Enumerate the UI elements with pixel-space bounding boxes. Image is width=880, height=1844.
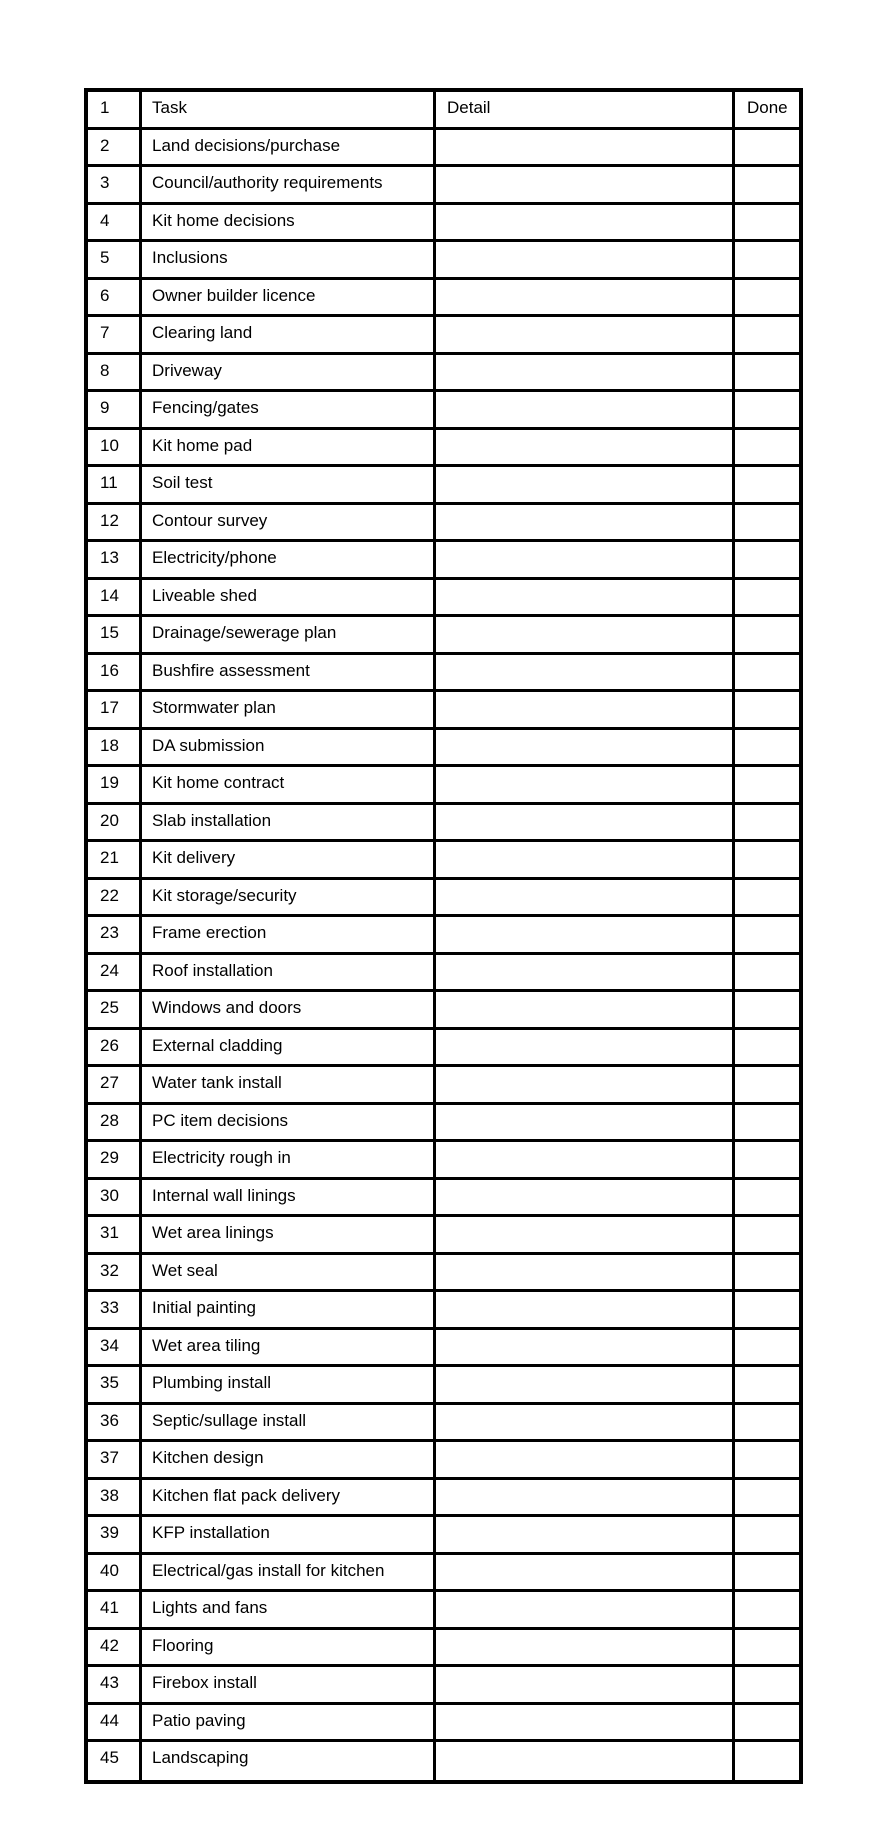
done-cell bbox=[735, 392, 799, 430]
detail-cell bbox=[436, 1442, 735, 1480]
row-number-cell: 45 bbox=[88, 1742, 142, 1780]
task-cell: Liveable shed bbox=[142, 580, 436, 618]
done-cell bbox=[735, 1030, 799, 1068]
row-number-cell: 24 bbox=[88, 955, 142, 993]
done-cell bbox=[735, 917, 799, 955]
detail-cell bbox=[436, 992, 735, 1030]
detail-cell bbox=[436, 1630, 735, 1668]
task-cell: Land decisions/purchase bbox=[142, 130, 436, 168]
detail-cell bbox=[436, 1705, 735, 1743]
row-number-cell: 28 bbox=[88, 1105, 142, 1143]
row-number-cell: 4 bbox=[88, 205, 142, 243]
task-cell: Kit storage/security bbox=[142, 880, 436, 918]
detail-cell bbox=[436, 805, 735, 843]
done-cell bbox=[735, 1180, 799, 1218]
task-cell: Initial painting bbox=[142, 1292, 436, 1330]
row-number-cell: 12 bbox=[88, 505, 142, 543]
row-number-cell: 16 bbox=[88, 655, 142, 693]
row-number-cell: 3 bbox=[88, 167, 142, 205]
row-number-cell: 34 bbox=[88, 1330, 142, 1368]
done-cell bbox=[735, 1592, 799, 1630]
done-cell bbox=[735, 580, 799, 618]
done-cell bbox=[735, 1705, 799, 1743]
detail-cell bbox=[436, 430, 735, 468]
done-cell bbox=[735, 767, 799, 805]
detail-cell bbox=[436, 1405, 735, 1443]
done-cell bbox=[735, 1292, 799, 1330]
detail-cell bbox=[436, 917, 735, 955]
row-number-cell: 14 bbox=[88, 580, 142, 618]
detail-cell bbox=[436, 1292, 735, 1330]
task-cell: Soil test bbox=[142, 467, 436, 505]
task-cell: Kit home pad bbox=[142, 430, 436, 468]
detail-cell bbox=[436, 1067, 735, 1105]
detail-cell bbox=[436, 1255, 735, 1293]
task-cell: DA submission bbox=[142, 730, 436, 768]
detail-cell bbox=[436, 655, 735, 693]
detail-cell bbox=[436, 1742, 735, 1780]
row-number-cell: 33 bbox=[88, 1292, 142, 1330]
done-cell bbox=[735, 1480, 799, 1518]
row-number-cell: 22 bbox=[88, 880, 142, 918]
done-cell bbox=[735, 1517, 799, 1555]
done-cell bbox=[735, 1367, 799, 1405]
row-number-cell: 21 bbox=[88, 842, 142, 880]
row-number-cell: 41 bbox=[88, 1592, 142, 1630]
task-cell: Kit home contract bbox=[142, 767, 436, 805]
done-cell bbox=[735, 1217, 799, 1255]
task-cell: PC item decisions bbox=[142, 1105, 436, 1143]
detail-cell bbox=[436, 955, 735, 993]
done-cell bbox=[735, 1067, 799, 1105]
row-number-cell: 25 bbox=[88, 992, 142, 1030]
row-number-cell: 31 bbox=[88, 1217, 142, 1255]
row-number-cell: 10 bbox=[88, 430, 142, 468]
done-cell bbox=[735, 1667, 799, 1705]
task-cell: Kit delivery bbox=[142, 842, 436, 880]
done-cell bbox=[735, 1630, 799, 1668]
task-cell: Stormwater plan bbox=[142, 692, 436, 730]
row-number-cell: 8 bbox=[88, 355, 142, 393]
detail-cell bbox=[436, 167, 735, 205]
done-cell bbox=[735, 842, 799, 880]
row-number-cell: 17 bbox=[88, 692, 142, 730]
task-cell: Contour survey bbox=[142, 505, 436, 543]
detail-cell bbox=[436, 1367, 735, 1405]
task-cell: Owner builder licence bbox=[142, 280, 436, 318]
detail-cell bbox=[436, 130, 735, 168]
detail-cell bbox=[436, 1330, 735, 1368]
done-cell bbox=[735, 730, 799, 768]
done-cell bbox=[735, 1742, 799, 1780]
task-cell: Septic/sullage install bbox=[142, 1405, 436, 1443]
task-cell: Electricity/phone bbox=[142, 542, 436, 580]
task-cell: External cladding bbox=[142, 1030, 436, 1068]
detail-cell bbox=[436, 617, 735, 655]
detail-cell bbox=[436, 1105, 735, 1143]
task-cell: Clearing land bbox=[142, 317, 436, 355]
detail-cell bbox=[436, 542, 735, 580]
row-number-cell: 15 bbox=[88, 617, 142, 655]
detail-cell bbox=[436, 730, 735, 768]
row-number-cell: 2 bbox=[88, 130, 142, 168]
row-number-cell: 6 bbox=[88, 280, 142, 318]
detail-cell bbox=[436, 1667, 735, 1705]
task-cell: Kit home decisions bbox=[142, 205, 436, 243]
detail-cell bbox=[436, 692, 735, 730]
detail-cell bbox=[436, 505, 735, 543]
row-number-cell: 9 bbox=[88, 392, 142, 430]
task-cell: KFP installation bbox=[142, 1517, 436, 1555]
detail-cell bbox=[436, 842, 735, 880]
task-cell: Electrical/gas install for kitchen bbox=[142, 1555, 436, 1593]
detail-cell bbox=[436, 767, 735, 805]
detail-cell bbox=[436, 1142, 735, 1180]
done-cell bbox=[735, 167, 799, 205]
detail-cell: Detail bbox=[436, 92, 735, 130]
done-cell bbox=[735, 955, 799, 993]
row-number-cell: 43 bbox=[88, 1667, 142, 1705]
done-cell bbox=[735, 542, 799, 580]
row-number-cell: 26 bbox=[88, 1030, 142, 1068]
done-cell bbox=[735, 1142, 799, 1180]
detail-cell bbox=[436, 242, 735, 280]
row-number-cell: 32 bbox=[88, 1255, 142, 1293]
detail-cell bbox=[436, 205, 735, 243]
done-cell bbox=[735, 1105, 799, 1143]
done-cell bbox=[735, 805, 799, 843]
task-cell: Wet area tiling bbox=[142, 1330, 436, 1368]
row-number-cell: 39 bbox=[88, 1517, 142, 1555]
row-number-cell: 35 bbox=[88, 1367, 142, 1405]
row-number-cell: 27 bbox=[88, 1067, 142, 1105]
task-cell: Internal wall linings bbox=[142, 1180, 436, 1218]
task-cell: Firebox install bbox=[142, 1667, 436, 1705]
row-number-cell: 5 bbox=[88, 242, 142, 280]
detail-cell bbox=[436, 467, 735, 505]
task-cell: Task bbox=[142, 92, 436, 130]
done-cell bbox=[735, 992, 799, 1030]
checklist-table bbox=[84, 88, 803, 1784]
task-cell: Lights and fans bbox=[142, 1592, 436, 1630]
done-cell bbox=[735, 430, 799, 468]
row-number-cell: 13 bbox=[88, 542, 142, 580]
done-cell bbox=[735, 692, 799, 730]
detail-cell bbox=[436, 1217, 735, 1255]
row-number-cell: 19 bbox=[88, 767, 142, 805]
done-cell: Done bbox=[735, 92, 799, 130]
detail-cell bbox=[436, 317, 735, 355]
row-number-cell: 38 bbox=[88, 1480, 142, 1518]
row-number-cell: 23 bbox=[88, 917, 142, 955]
done-cell bbox=[735, 467, 799, 505]
task-cell: Windows and doors bbox=[142, 992, 436, 1030]
task-cell: Inclusions bbox=[142, 242, 436, 280]
task-cell: Slab installation bbox=[142, 805, 436, 843]
detail-cell bbox=[436, 392, 735, 430]
done-cell bbox=[735, 655, 799, 693]
detail-cell bbox=[436, 280, 735, 318]
row-number-cell: 37 bbox=[88, 1442, 142, 1480]
detail-cell bbox=[436, 1480, 735, 1518]
done-cell bbox=[735, 505, 799, 543]
row-number-cell: 36 bbox=[88, 1405, 142, 1443]
task-cell: Wet seal bbox=[142, 1255, 436, 1293]
done-cell bbox=[735, 1330, 799, 1368]
task-cell: Kitchen design bbox=[142, 1442, 436, 1480]
done-cell bbox=[735, 355, 799, 393]
task-cell: Fencing/gates bbox=[142, 392, 436, 430]
task-cell: Roof installation bbox=[142, 955, 436, 993]
task-cell: Patio paving bbox=[142, 1705, 436, 1743]
detail-cell bbox=[436, 1555, 735, 1593]
task-cell: Flooring bbox=[142, 1630, 436, 1668]
task-cell: Water tank install bbox=[142, 1067, 436, 1105]
detail-cell bbox=[436, 1180, 735, 1218]
detail-cell bbox=[436, 355, 735, 393]
row-number-cell: 30 bbox=[88, 1180, 142, 1218]
task-cell: Council/authority requirements bbox=[142, 167, 436, 205]
detail-cell bbox=[436, 1030, 735, 1068]
row-number-cell: 18 bbox=[88, 730, 142, 768]
done-cell bbox=[735, 317, 799, 355]
done-cell bbox=[735, 880, 799, 918]
row-number-cell: 44 bbox=[88, 1705, 142, 1743]
task-cell: Driveway bbox=[142, 355, 436, 393]
task-cell: Wet area linings bbox=[142, 1217, 436, 1255]
row-number-cell: 42 bbox=[88, 1630, 142, 1668]
done-cell bbox=[735, 1442, 799, 1480]
task-cell: Drainage/sewerage plan bbox=[142, 617, 436, 655]
row-number-cell: 20 bbox=[88, 805, 142, 843]
detail-cell bbox=[436, 1592, 735, 1630]
row-number-cell: 11 bbox=[88, 467, 142, 505]
row-number-cell: 7 bbox=[88, 317, 142, 355]
row-number-cell: 29 bbox=[88, 1142, 142, 1180]
done-cell bbox=[735, 1405, 799, 1443]
done-cell bbox=[735, 280, 799, 318]
detail-cell bbox=[436, 580, 735, 618]
task-cell: Bushfire assessment bbox=[142, 655, 436, 693]
done-cell bbox=[735, 1255, 799, 1293]
task-cell: Electricity rough in bbox=[142, 1142, 436, 1180]
done-cell bbox=[735, 205, 799, 243]
detail-cell bbox=[436, 1517, 735, 1555]
row-number-cell: 1 bbox=[88, 92, 142, 130]
row-number-cell: 40 bbox=[88, 1555, 142, 1593]
task-cell: Landscaping bbox=[142, 1742, 436, 1780]
done-cell bbox=[735, 1555, 799, 1593]
task-cell: Frame erection bbox=[142, 917, 436, 955]
done-cell bbox=[735, 617, 799, 655]
task-cell: Kitchen flat pack delivery bbox=[142, 1480, 436, 1518]
detail-cell bbox=[436, 880, 735, 918]
done-cell bbox=[735, 130, 799, 168]
task-cell: Plumbing install bbox=[142, 1367, 436, 1405]
done-cell bbox=[735, 242, 799, 280]
